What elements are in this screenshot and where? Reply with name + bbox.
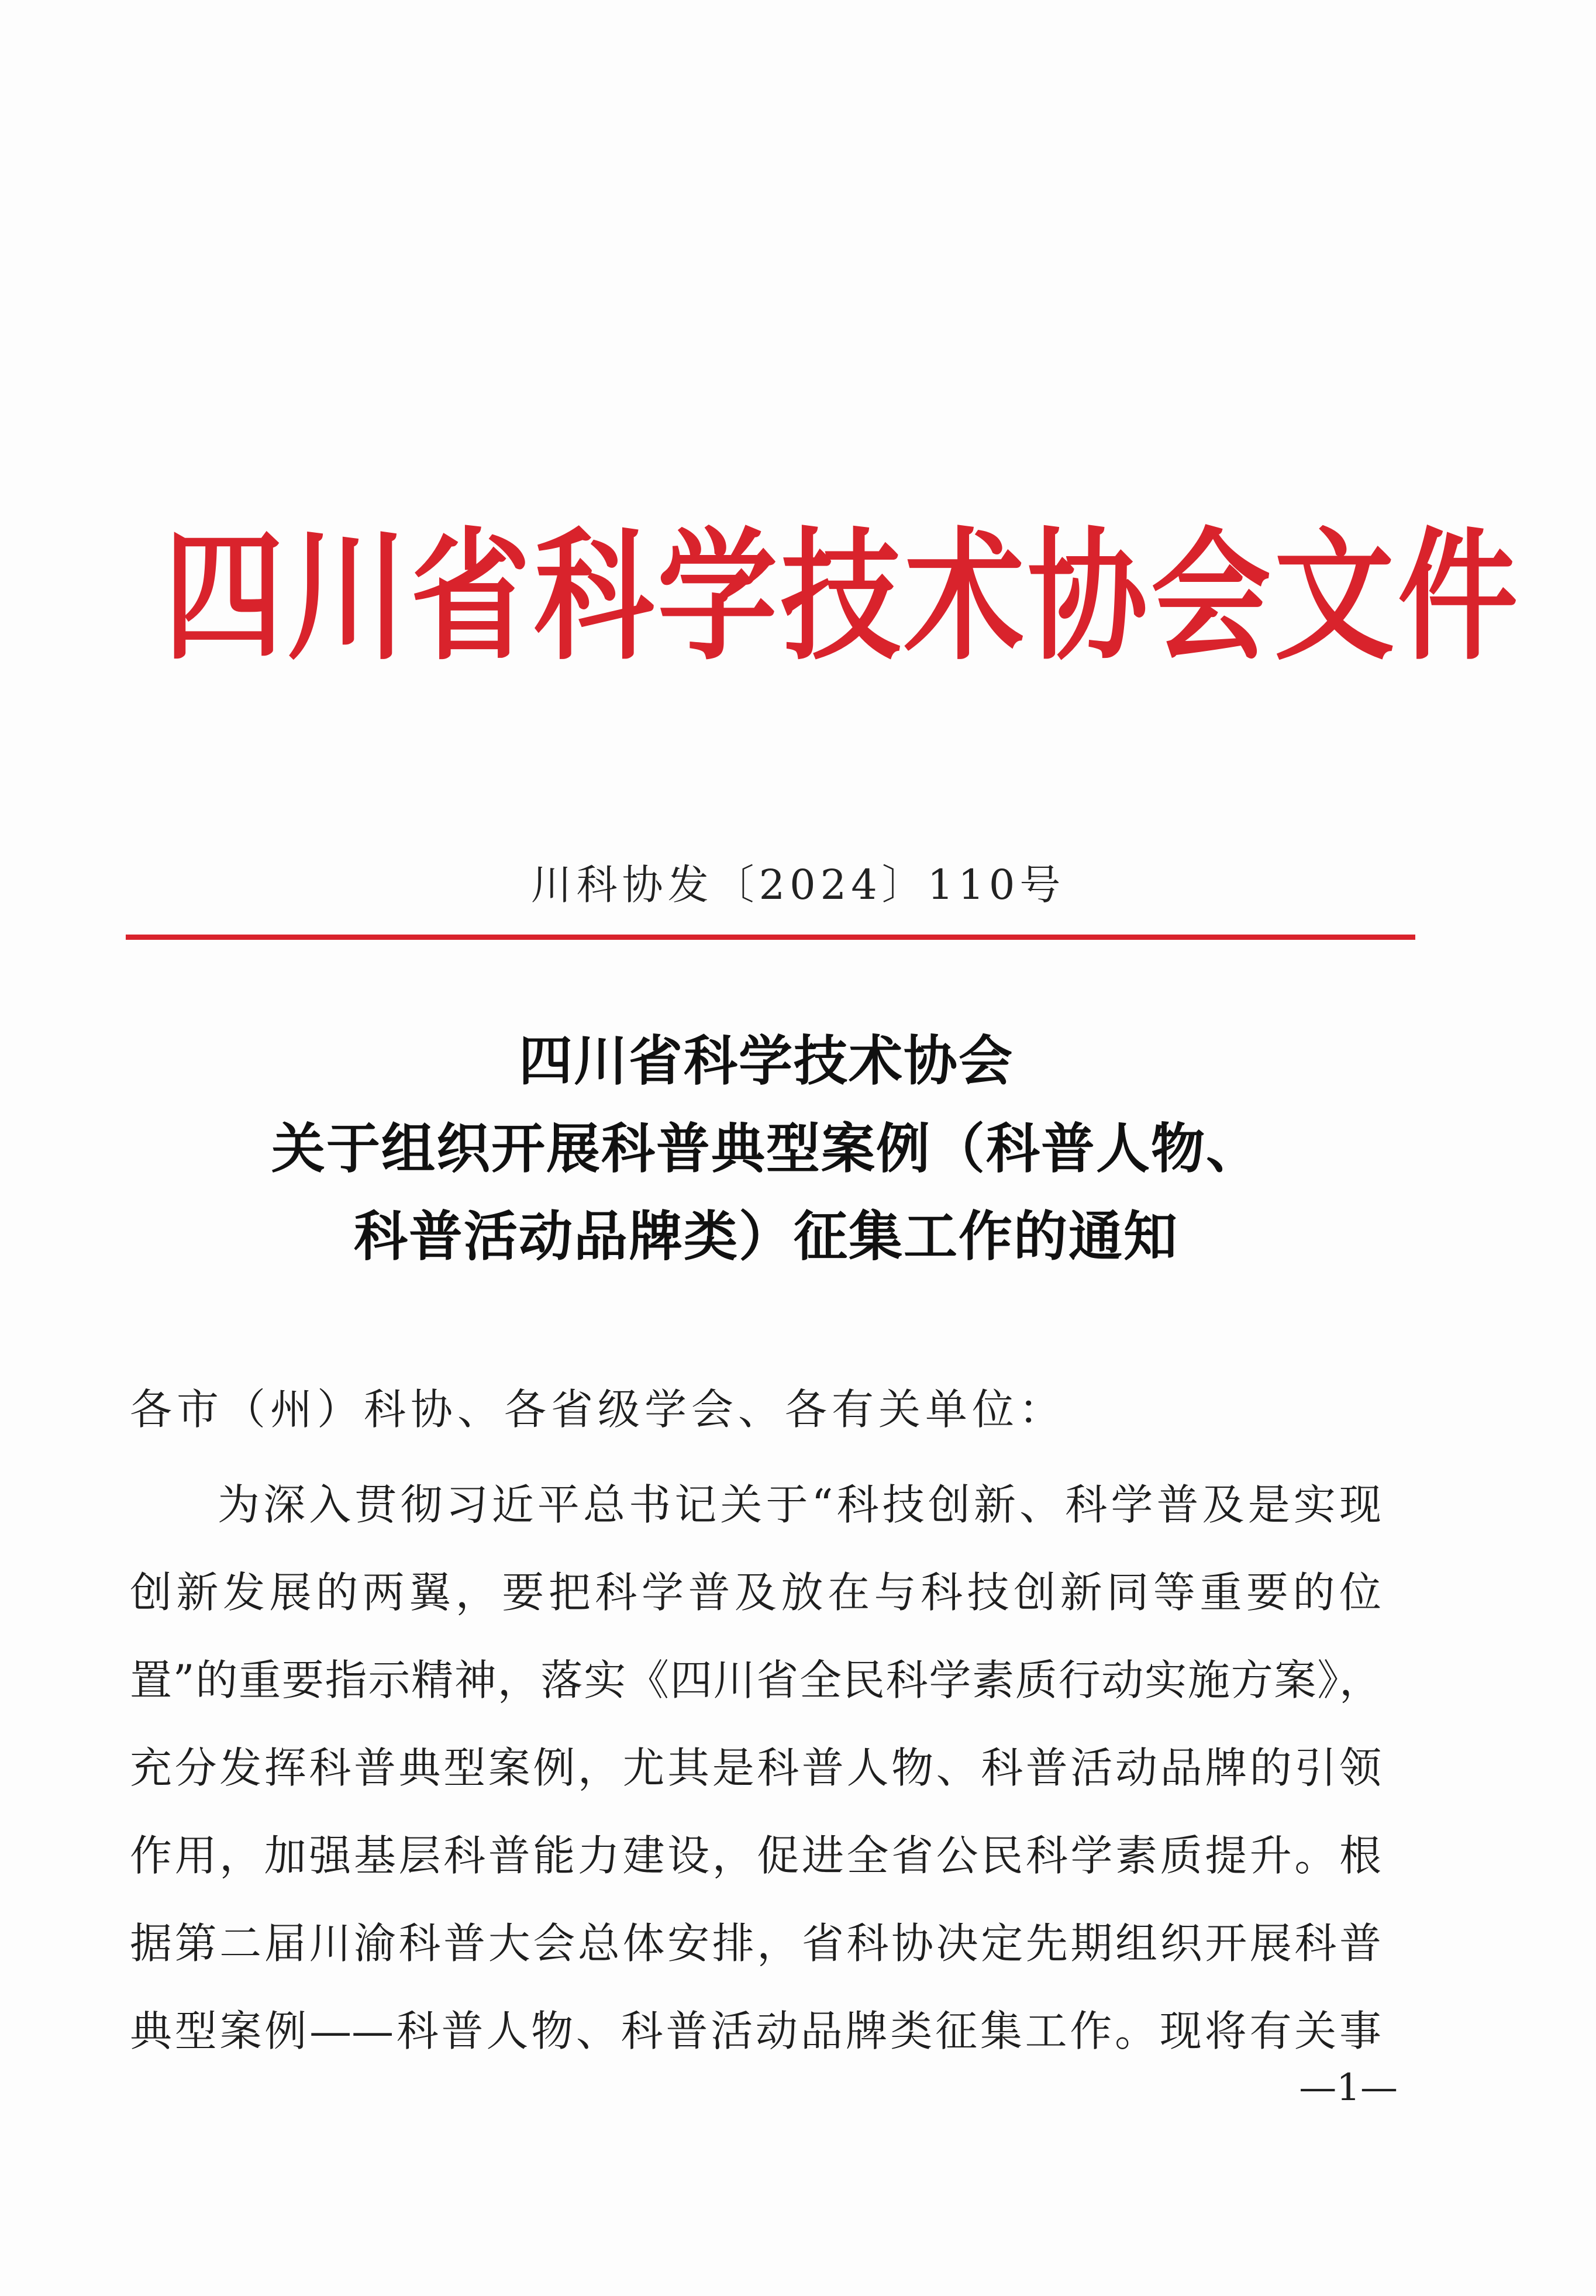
title-line-2: 关于组织开展科普典型案例（科普人物、 bbox=[271, 1118, 1261, 1180]
body-line: 作用，加强基层科普能力建设，促进全省公民科学素质提升。根 bbox=[130, 1831, 1381, 1880]
body-line: 创新发展的两翼，要把科学普及放在与科技创新同等重要的位 bbox=[130, 1568, 1381, 1617]
red-separator-line bbox=[126, 935, 1415, 940]
notice-title bbox=[117, 1018, 1415, 1281]
body-line: 据第二届川渝科普大会总体安排，省科协决定先期组织开展科普 bbox=[130, 1919, 1381, 1968]
title-line-3: 科普活动品牌类）征集工作的通知 bbox=[353, 1205, 1178, 1268]
page-number: —1— bbox=[1299, 2066, 1398, 2109]
title-line-1: 四川省科学技术协会 bbox=[518, 1030, 1014, 1092]
body-line: 充分发挥科普典型案例，尤其是科普人物、科普活动品牌的引领 bbox=[130, 1743, 1381, 1792]
document-red-header: 四川省科学技术协会文件 bbox=[164, 515, 1521, 680]
salutation: 各市（州）科协、各省级学会、各有关单位： bbox=[130, 1385, 1066, 1434]
body-line: 典型案例——科普人物、科普活动品牌类征集工作。现将有关事 bbox=[130, 2007, 1381, 2056]
document-number: 川科协发〔2024〕110号 bbox=[530, 861, 1066, 909]
body-line: 为深入贯彻习近平总书记关于“科技创新、科学普及是实现 bbox=[218, 1480, 1381, 1529]
body-line: 置”的重要指示精神，落实《四川省全民科学素质行动实施方案》， bbox=[130, 1656, 1381, 1705]
body-paragraph bbox=[130, 1461, 1381, 2075]
